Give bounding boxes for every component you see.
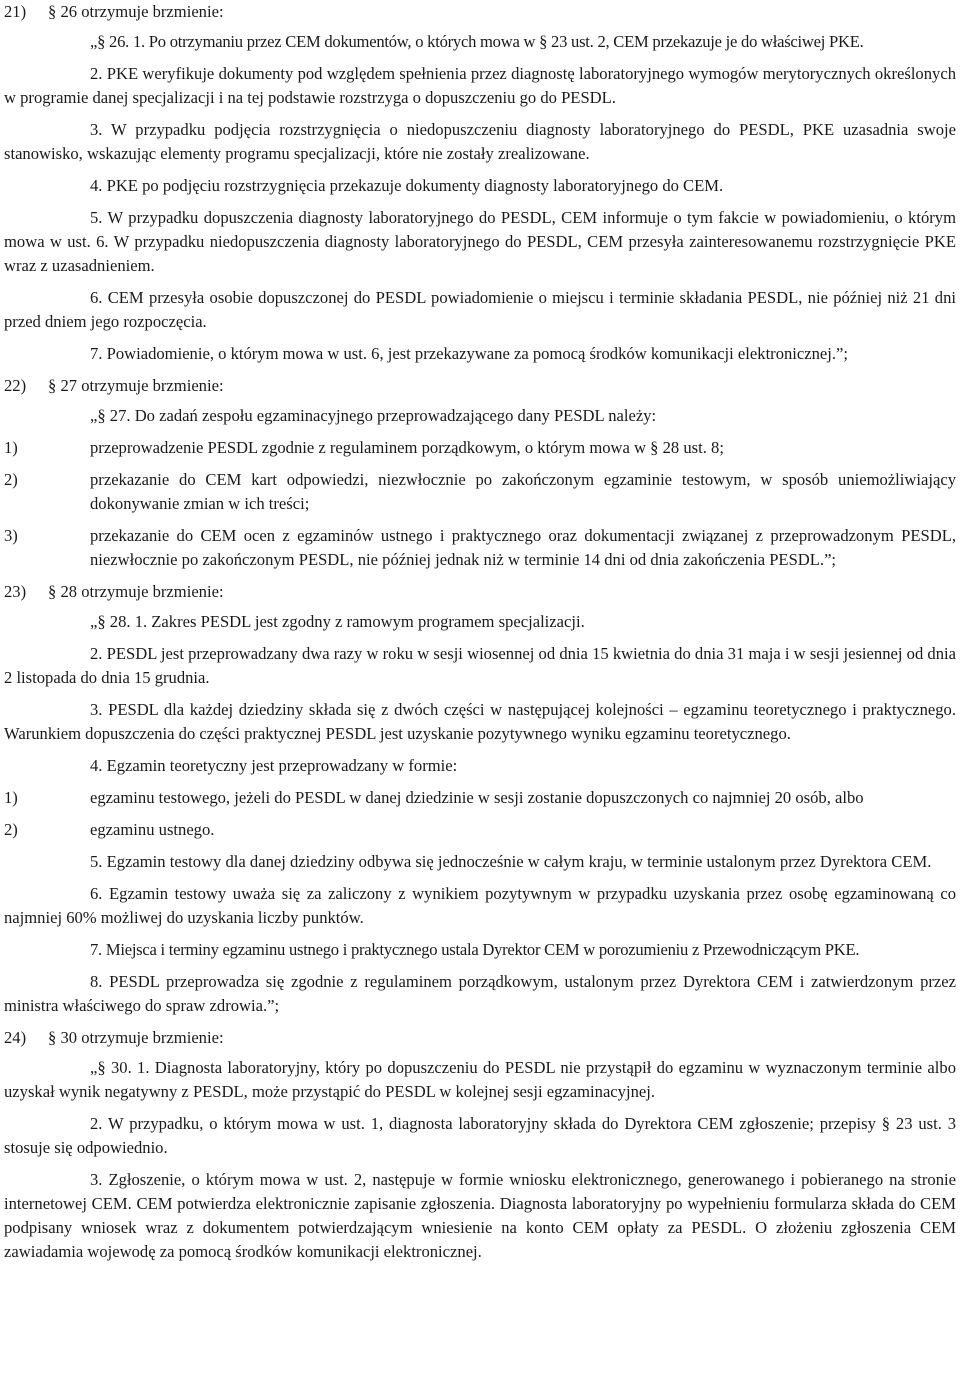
list-text: przekazanie do CEM ocen z egzaminów ustnego i praktycznego oraz dokumentacji związanej z przeprowadzonym PESDL, niezwłocznie po zakończonym PESDL, nie później jednak niż w terminie 14 dni od dnia zakończenia PESDL.”; xyxy=(90,526,956,569)
list-item-27-2 xyxy=(4,468,956,516)
paragraph-26-6: 6. CEM przesyła osobie dopuszczonej do PESDL powiadomienie o miejscu i terminie składania PESDL, nie później niż 21 dni przed dniem jego rozpoczęcia. xyxy=(4,288,956,331)
list-text: przekazanie do CEM kart odpowiedzi, niezwłocznie po zakończonym egzaminie testowym, w sposób uniemożliwiający dokonywanie zmian w ich treści; xyxy=(90,470,956,513)
list-number: 2) xyxy=(4,470,18,489)
list-number: 1) xyxy=(4,788,18,807)
list-number: 3) xyxy=(4,526,18,545)
amendment-22 xyxy=(4,374,956,398)
list-item-27-3 xyxy=(4,524,956,572)
paragraph-28-8: 8. PESDL przeprowadza się zgodnie z regulaminem porządkowym, ustalonym przez Dyrektora CEM i zatwierdzonym przez ministra właściwego do spraw zdrowia.”; xyxy=(4,972,956,1015)
amendment-number: 24) xyxy=(4,1028,27,1047)
amendment-number: 23) xyxy=(4,582,27,601)
paragraph-28-7: 7. Miejsca i terminy egzaminu ustnego i praktycznego ustala Dyrektor CEM w porozumieniu z Przewodniczącym PKE. xyxy=(90,940,860,959)
list-number: 1) xyxy=(4,438,18,457)
paragraph-27: „§ 27. Do zadań zespołu egzaminacyjnego przeprowadzającego dany PESDL należy: xyxy=(90,406,657,425)
amendment-23 xyxy=(4,580,956,604)
paragraph-30-3: 3. Zgłoszenie, o którym mowa w ust. 2, następuje w formie wniosku elektronicznego, generowanego i pobieranego na stronie internetowej CEM. CEM potwierdza elektronicznie zapisanie zgłoszenia. Diagnosta laboratoryjny po wypełnieniu formularza składa do CEM podpisany wniosek wraz z dokumentem potwierdzającym wniesienie na konto CEM opłaty za PESDL. O złożeniu zgłoszenia CEM zawiadamia wojewodę za pomocą środków komunikacji elektronicznej. xyxy=(4,1170,956,1261)
list-text: egzaminu ustnego. xyxy=(90,820,215,839)
paragraph-26-2: 2. PKE weryfikuje dokumenty pod względem spełnienia przez diagnostę laboratoryjnego wymogów merytorycznych określonych w programie danej specjalizacji i na tej podstawie rozstrzyga o dopuszczeniu go do PESDL. xyxy=(4,64,956,107)
paragraph-26-7: 7. Powiadomienie, o którym mowa w ust. 6, jest przekazywane za pomocą środków komunikacji elektronicznej.”; xyxy=(90,344,849,363)
amendment-text: § 26 otrzymuje brzmienie: xyxy=(48,2,224,21)
amendment-21 xyxy=(4,0,956,24)
amendment-24 xyxy=(4,1026,956,1050)
list-item-28-4-2 xyxy=(4,818,956,842)
paragraph-30-2: 2. W przypadku, o którym mowa w ust. 1, diagnosta laboratoryjny składa do Dyrektora CEM zgłoszenie; przepisy § 23 ust. 3 stosuje się odpowiednio. xyxy=(4,1114,956,1157)
list-item-28-4-1 xyxy=(4,786,956,810)
paragraph-28-2: 2. PESDL jest przeprowadzany dwa razy w roku w sesji wiosennej od dnia 15 kwietnia do dnia 31 maja i w sesji jesiennej od dnia 2 listopada do dnia 15 grudnia. xyxy=(4,644,956,687)
paragraph-28-5: 5. Egzamin testowy dla danej dziedziny odbywa się jednocześnie w całym kraju, w terminie ustalonym przez Dyrektora CEM. xyxy=(90,852,932,871)
paragraph-30-1: „§ 30. 1. Diagnosta laboratoryjny, który po dopuszczeniu do PESDL nie przystąpił do egzaminu w wyznaczonym terminie albo uzyskał wynik negatywny z PESDL, może przystąpić do PESDL w kolejnej sesji egzaminacyjnej. xyxy=(4,1058,956,1101)
paragraph-26-3: 3. W przypadku podjęcia rozstrzygnięcia o niedopuszczeniu diagnosty laboratoryjnego do PESDL, PKE uzasadnia swoje stanowisko, wskazując elementy programu specjalizacji, które nie zostały zrealizowane. xyxy=(4,120,956,163)
amendment-number: 22) xyxy=(4,376,27,395)
list-item-27-1 xyxy=(4,436,956,460)
paragraph-28-6: 6. Egzamin testowy uważa się za zaliczony z wynikiem pozytywnym w przypadku uzyskania przez osobę egzaminowaną co najmniej 60% możliwej do uzyskania liczby punktów. xyxy=(4,884,956,927)
amendment-number: 21) xyxy=(4,2,27,21)
paragraph-26-5: 5. W przypadku dopuszczenia diagnosty laboratoryjnego do PESDL, CEM informuje o tym fakcie w powiadomieniu, o którym mowa w ust. 6. W przypadku niedopuszczenia diagnosty laboratoryjnego do PESDL, CEM przesyła zainteresowanemu rozstrzygnięcie PKE wraz z uzasadnieniem. xyxy=(4,208,956,275)
list-text: egzaminu testowego, jeżeli do PESDL w danej dziedzinie w sesji zostanie dopuszczonych co najmniej 20 osób, albo xyxy=(90,788,864,807)
amendment-text: § 27 otrzymuje brzmienie: xyxy=(48,376,224,395)
list-number: 2) xyxy=(4,820,18,839)
paragraph-28-3: 3. PESDL dla każdej dziedziny składa się z dwóch części w następującej kolejności – egzaminu teoretycznego i praktycznego. Warunkiem dopuszczenia do części praktycznej PESDL jest uzyskanie pozytywnego wyniku egzaminu teoretycznego. xyxy=(4,700,956,743)
paragraph-28-4: 4. Egzamin teoretyczny jest przeprowadzany w formie: xyxy=(90,756,458,775)
paragraph-26-1: „§ 26. 1. Po otrzymaniu przez CEM dokumentów, o których mowa w § 23 ust. 2, CEM przekazuje je do właściwej PKE. xyxy=(90,32,864,51)
list-text: przeprowadzenie PESDL zgodnie z regulaminem porządkowym, o którym mowa w § 28 ust. 8; xyxy=(90,438,724,457)
paragraph-28-1: „§ 28. 1. Zakres PESDL jest zgodny z ramowym programem specjalizacji. xyxy=(90,612,585,631)
amendment-text: § 28 otrzymuje brzmienie: xyxy=(48,582,224,601)
amendment-text: § 30 otrzymuje brzmienie: xyxy=(48,1028,224,1047)
paragraph-26-4: 4. PKE po podjęciu rozstrzygnięcia przekazuje dokumenty diagnosty laboratoryjnego do CEM. xyxy=(90,176,724,195)
